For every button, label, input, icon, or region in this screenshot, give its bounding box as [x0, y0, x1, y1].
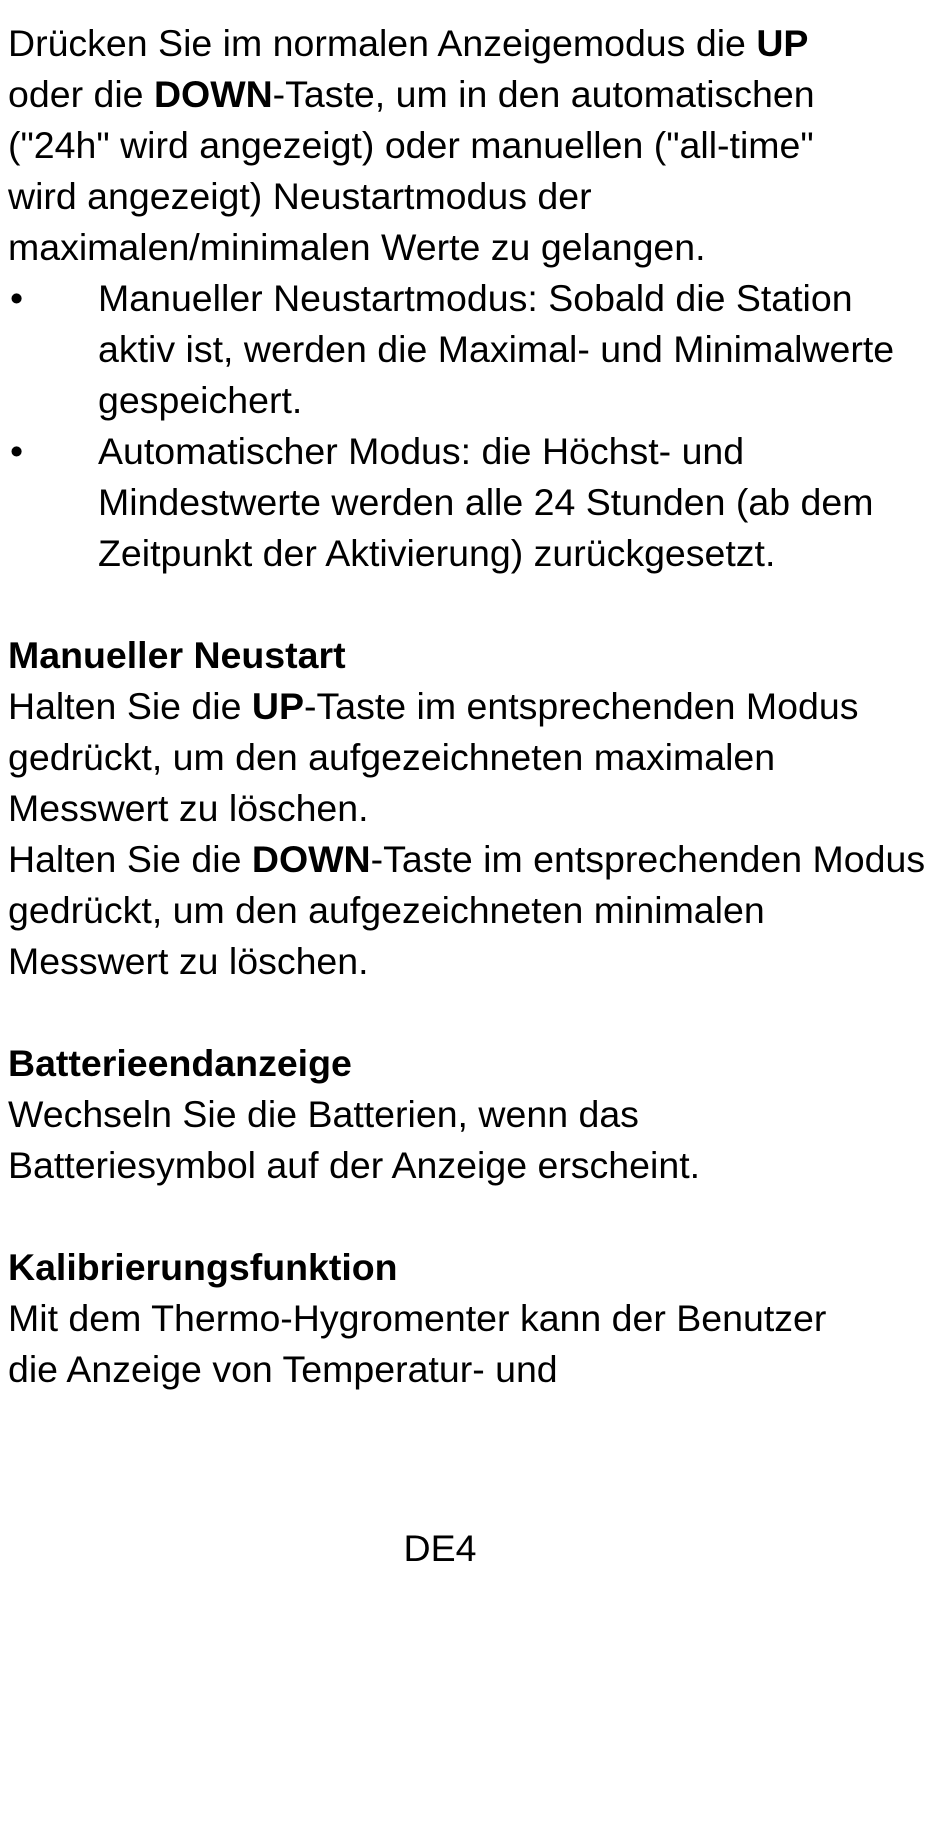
up-key-label: UP	[251, 685, 304, 727]
battery-paragraph: Wechseln Sie die Batterien, wenn das Batteriesymbol auf der Anzeige erscheint.	[8, 1093, 701, 1186]
battery-heading: Batterieendanzeige	[8, 1042, 352, 1084]
up-key-label: UP	[756, 22, 809, 64]
manual-reset-min-text-2: -Taste im entsprechenden Modus gedrückt, um den aufgezeichneten minimalen Messwert zu löschen.	[8, 838, 926, 982]
spacer	[8, 579, 938, 630]
down-key-label: DOWN	[251, 838, 371, 880]
intro-text-1: Drücken Sie im normalen Anzeigemodus die	[8, 22, 757, 64]
list-item-text: Manueller Neustartmodus: Sobald die Station aktiv ist, werden die Maximal- und Minimalwerte gespeichert.	[98, 277, 895, 421]
manual-reset-heading: Manueller Neustart	[8, 634, 346, 676]
spacer	[8, 1191, 938, 1242]
mode-list	[8, 273, 938, 579]
intro-text-3: -Taste, um in den automatischen ("24h" wird angezeigt) oder manuellen ("all-time" wird angezeigt) Neustartmodus der maximalen/minimalen Werte zu gelangen.	[8, 73, 815, 268]
list-item-text: Automatischer Modus: die Höchst- und Mindestwerte werden alle 24 Stunden (ab dem Zeitpunkt der Aktivierung) zurückgesetzt.	[98, 430, 874, 574]
list-item	[8, 426, 938, 579]
spacer	[8, 987, 938, 1038]
document-page	[8, 18, 938, 1395]
bullet-marker: •	[10, 430, 24, 472]
page-number: DE4	[403, 1527, 477, 1569]
intro-paragraph	[8, 18, 888, 273]
manual-reset-min-paragraph	[8, 834, 928, 987]
manual-reset-max-text-1: Halten Sie die	[8, 685, 252, 727]
manual-reset-max-paragraph	[8, 681, 868, 834]
manual-reset-max-text-2: -Taste im entsprechenden Modus gedrückt, um den aufgezeichneten maximalen Messwert zu löschen.	[8, 685, 859, 829]
calibration-paragraph: Mit dem Thermo-Hygromenter kann der Benutzer die Anzeige von Temperatur- und	[8, 1297, 827, 1390]
down-key-label: DOWN	[153, 73, 273, 115]
calibration-heading: Kalibrierungsfunktion	[8, 1246, 398, 1288]
manual-reset-min-text-1: Halten Sie die	[8, 838, 252, 880]
bullet-marker: •	[10, 277, 24, 319]
intro-text-2: oder die	[8, 73, 154, 115]
list-item	[8, 273, 938, 426]
